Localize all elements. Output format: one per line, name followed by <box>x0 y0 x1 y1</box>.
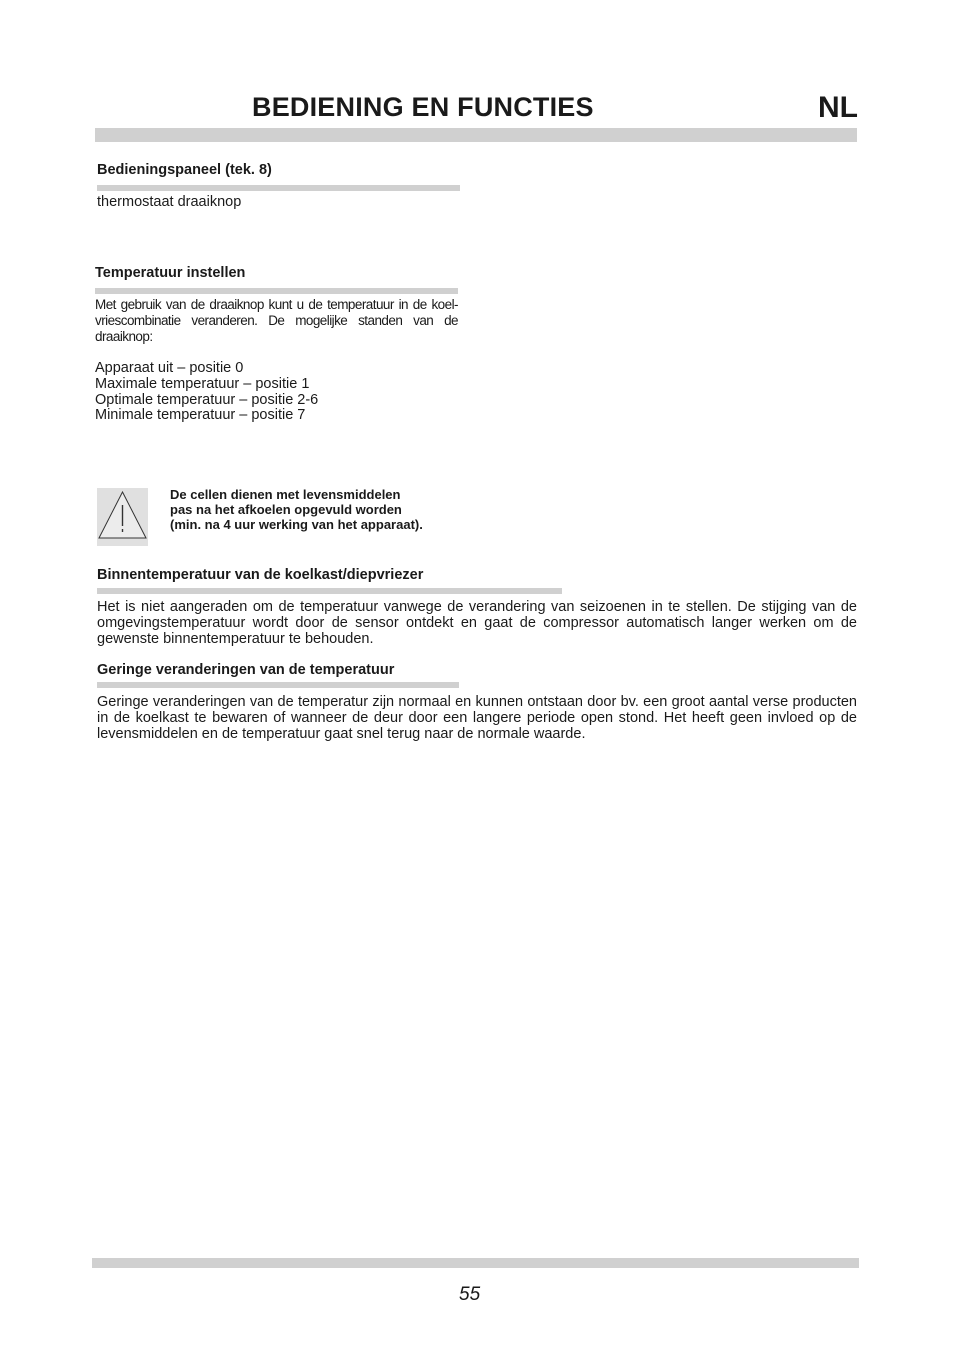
warning-line: De cellen dienen met levensmiddelen <box>170 487 401 502</box>
temp-setting-intro: Met gebruik van de draaiknop kunt u de temperatuur in de koel-vriescombinatie veranderen. De mogelijke standen van de draaiknop: <box>95 297 458 344</box>
inner-temp-text: Het is niet aangeraden om de temperatuur vanwege de verandering van seizoenen in te stellen. De stijging van de omgevingstemperatuur wordt door de sensor ontdekt en gaat de compressor automatisch langer werken om de gewenste binnentemperatuur te behouden. <box>97 599 857 647</box>
warning-text <box>170 487 490 532</box>
list-item: Optimale temperatuur – positie 2-6 <box>95 391 319 408</box>
page-number: 55 <box>459 1284 481 1305</box>
header-rule <box>95 128 857 142</box>
small-changes-text: Geringe veranderingen van de temperatur zijn normaal en kunnen ontstaan door bv. een groot aantal verse producten in de koelkast te bewaren of wanneer de deur door een langere periode open stond. Het heeft geen invloed op de levensmiddelen en de temperatuur gaat snel terug naar de normale waarde. <box>97 694 857 742</box>
footer-rule <box>92 1258 859 1268</box>
list-item: Maximale temperatuur – positie 1 <box>95 375 310 392</box>
position-list <box>95 361 318 424</box>
small-changes-rule <box>97 682 459 688</box>
temp-setting-heading: Temperatuur instellen <box>95 265 246 281</box>
list-item: Minimale temperatuur – positie 7 <box>95 407 306 424</box>
page-title: BEDIENING EN FUNCTIES <box>252 92 594 122</box>
panel-heading: Bedieningspaneel (tek. 8) <box>97 162 272 178</box>
inner-temp-heading: Binnentemperatuur van de koelkast/diepvriezer <box>97 567 424 583</box>
warning-icon <box>97 488 148 546</box>
panel-heading-rule <box>97 185 460 191</box>
inner-temp-rule <box>97 588 562 594</box>
small-changes-heading: Geringe veranderingen van de temperatuur <box>97 662 395 678</box>
panel-text: thermostaat draaiknop <box>97 194 242 210</box>
language-code: NL <box>818 91 858 124</box>
temp-setting-rule <box>95 288 458 294</box>
warning-line: (min. na 4 uur werking van het apparaat). <box>170 517 423 532</box>
warning-line: pas na het afkoelen opgevuld worden <box>170 502 402 517</box>
list-item: Apparaat uit – positie 0 <box>95 360 244 376</box>
